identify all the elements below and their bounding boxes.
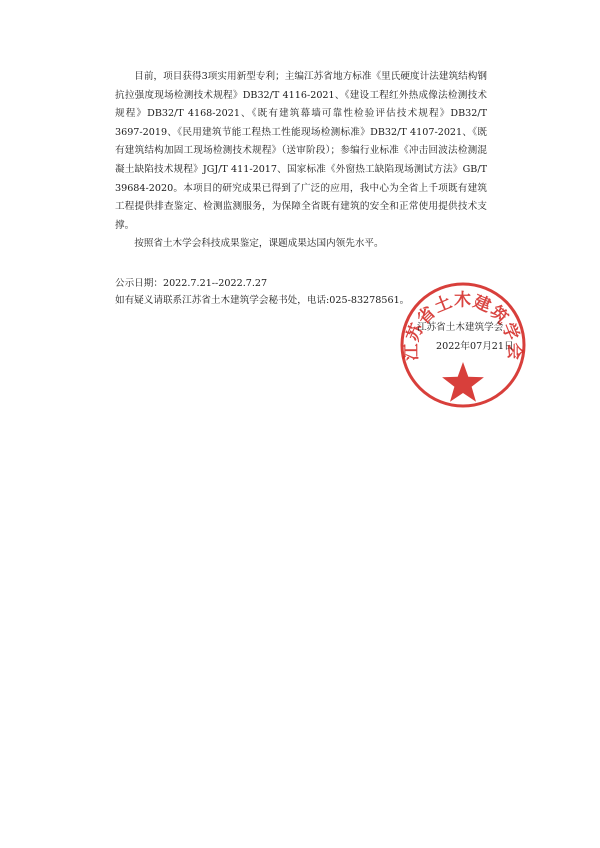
notice-period: 公示日期：2022.7.21--2022.7.27 [115, 278, 268, 289]
seal-text: 江苏省土木建筑学会 [401, 290, 525, 361]
paragraph-achievements: 目前，项目获得3项实用新型专利；主编江苏省地方标准《里氏硬度计法建筑结构钢抗拉强度现场检测技术规程》DB32/T 4116-2021、《建设工程红外热成像法检测技术规程》DB32/T 4168-2021、《既有建筑幕墙可靠性检验评估技术规程》DB32/T 3697-2019、《民用建筑节能工程热工性能现场检测标准》DB32/T 4107-2021、《既有建筑结构加固工现场检测技术规程》（送审阶段）；参编行业标准《冲击回波法检测混凝土缺陷技术规程》JGJ/T 411-2017、国家标准《外窗热工缺陷现场测试方法》GB/T 39684-2020。本项目的研究成果已得到了广泛的应用，我中心为全省上千项既有建筑工程提供排查鉴定、检测监测服务，为保障全省既有建筑的安全和正常使用提供技术支撑。 [115, 71, 487, 231]
seal-star-icon [442, 362, 484, 402]
signature-organization: 江苏省土木建筑学会 [417, 322, 504, 333]
notice-contact: 如有疑义请联系江苏省土木建筑学会秘书处，电话:025-83278561。 [115, 295, 410, 306]
body-text [115, 68, 487, 254]
signature-date: 2022年07月21日 [436, 341, 514, 352]
paragraph-appraisal: 按照省土木学会科技成果鉴定，课题成果达国内领先水平。 [134, 238, 384, 250]
